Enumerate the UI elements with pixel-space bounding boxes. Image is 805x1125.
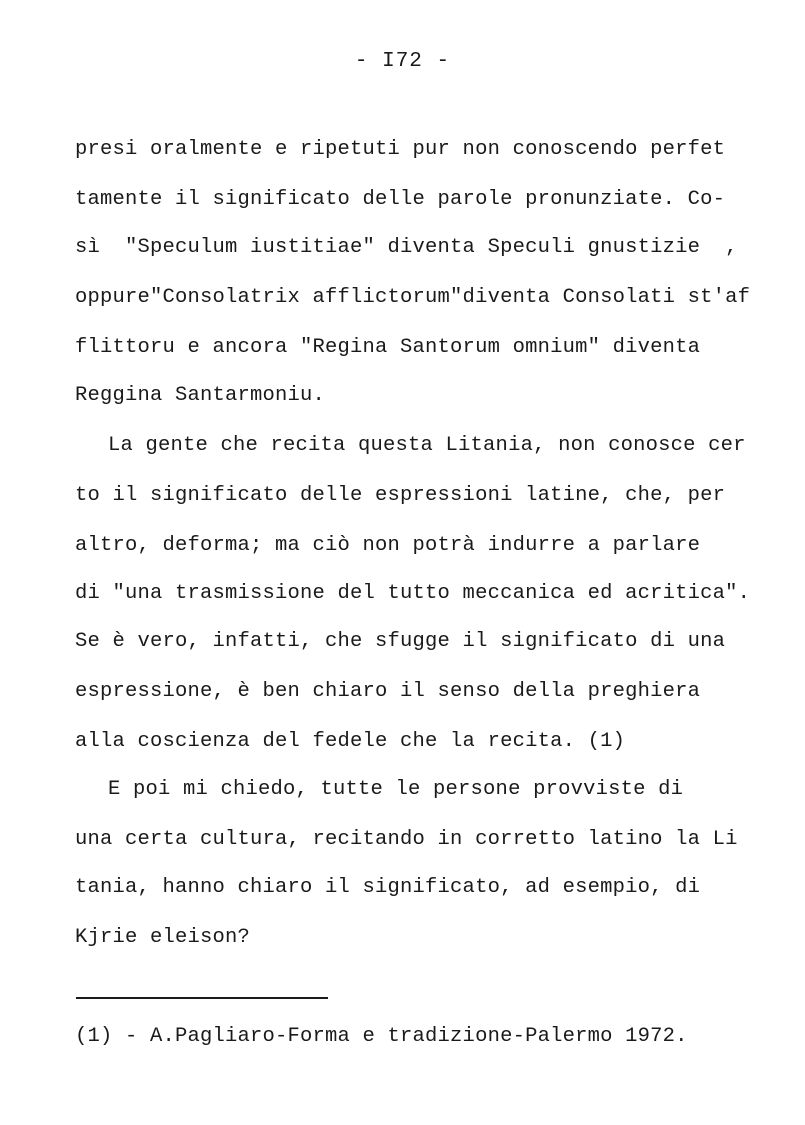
- text-line: una certa cultura, recitando in corretto latino la Li: [75, 828, 738, 851]
- text-line: E poi mi chiedo, tutte le persone provviste di: [108, 778, 684, 801]
- text-line: Se è vero, infatti, che sfugge il significato di una: [75, 630, 726, 653]
- text-line: altro, deforma; ma ciò non potrà indurre a parlare: [75, 534, 701, 557]
- text-line: di "una trasmissione del tutto meccanica ed acritica".: [75, 582, 751, 605]
- footnote: (1) - A.Pagliaro-Forma e tradizione-Palermo 1972.: [75, 1025, 688, 1048]
- page-number: - I72 -: [354, 50, 451, 73]
- text-line: espressione, è ben chiaro il senso della preghiera: [75, 680, 701, 703]
- text-line: Kjrie eleison?: [75, 926, 251, 949]
- text-line: Reggina Santarmoniu.: [75, 384, 326, 407]
- footnote-separator: [76, 997, 328, 999]
- text-line: oppure"Consolatrix afflictorum"diventa Consolati st'af: [75, 286, 751, 309]
- text-line: tania, hanno chiaro il significato, ad esempio, di: [75, 876, 701, 899]
- text-line: La gente che recita questa Litania, non conosce cer: [108, 434, 746, 457]
- text-line: flittoru e ancora "Regina Santorum omnium" diventa: [75, 336, 701, 359]
- text-line: tamente il significato delle parole pronunziate. Co-: [75, 188, 726, 211]
- text-line: alla coscienza del fedele che la recita. (1): [75, 730, 626, 753]
- text-line: presi oralmente e ripetuti pur non conoscendo perfet: [75, 138, 726, 161]
- text-line: to il significato delle espressioni latine, che, per: [75, 484, 726, 507]
- text-line: sì "Speculum iustitiae" diventa Speculi gnustizie ,: [75, 236, 738, 259]
